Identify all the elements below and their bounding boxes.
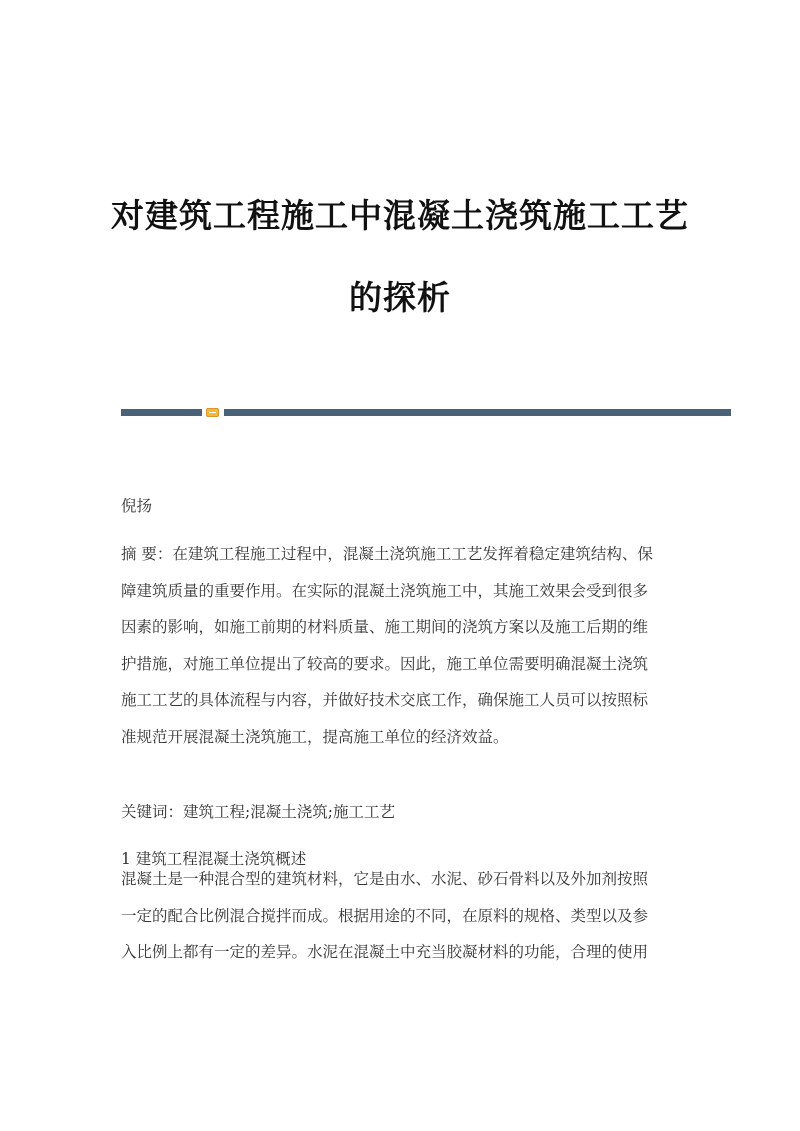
section-heading-text: 1 建筑工程混凝土浇筑概述 bbox=[121, 850, 307, 868]
body-line: 一定的配合比例混合搅拌而成。根据用途的不同，在原料的规格、类型以及参 bbox=[121, 906, 649, 925]
abstract-line: 施工工艺的具体流程与内容，并做好技术交底工作，确保施工人员可以按照标 bbox=[121, 691, 649, 710]
abstract-paragraph bbox=[121, 544, 681, 764]
document-title-line-1: 对建筑工程施工中混凝土浇筑施工工艺 bbox=[111, 196, 689, 235]
title-divider-right bbox=[224, 409, 731, 416]
abstract-line: 护措施，对施工单位提出了较高的要求。因此，施工单位需要明确混凝土浇筑 bbox=[121, 654, 649, 673]
keywords-text: 关键词：建筑工程;混凝土浇筑;施工工艺 bbox=[121, 803, 395, 821]
abstract-line: 摘 要：在建筑工程施工过程中，混凝土浇筑施工工艺发挥着稳定建筑结构、保 bbox=[121, 545, 653, 563]
author-text: 倪扬 bbox=[121, 497, 153, 515]
title-divider-left bbox=[121, 409, 202, 416]
divider-ornament-icon bbox=[206, 408, 219, 417]
abstract-line: 因素的影响，如施工前期的材料质量、施工期间的浇筑方案以及施工后期的维 bbox=[121, 618, 649, 637]
abstract-line: 准规范开展混凝土浇筑施工，提高施工单位的经济效益。 bbox=[121, 727, 509, 746]
abstract-line: 障建筑质量的重要作用。在实际的混凝土浇筑施工中，其施工效果会受到很多 bbox=[121, 581, 649, 600]
document-title-line-2: 的探析 bbox=[349, 278, 451, 317]
keywords-line bbox=[121, 802, 681, 839]
body-line: 入比例上都有一定的差异。水泥在混凝土中充当胶凝材料的功能，合理的使用 bbox=[121, 943, 649, 962]
body-paragraph bbox=[121, 869, 681, 979]
author-name bbox=[121, 496, 681, 533]
body-line: 混凝土是一种混合型的建筑材料，它是由水、水泥、砂石骨料以及外加剂按照 bbox=[121, 870, 649, 888]
